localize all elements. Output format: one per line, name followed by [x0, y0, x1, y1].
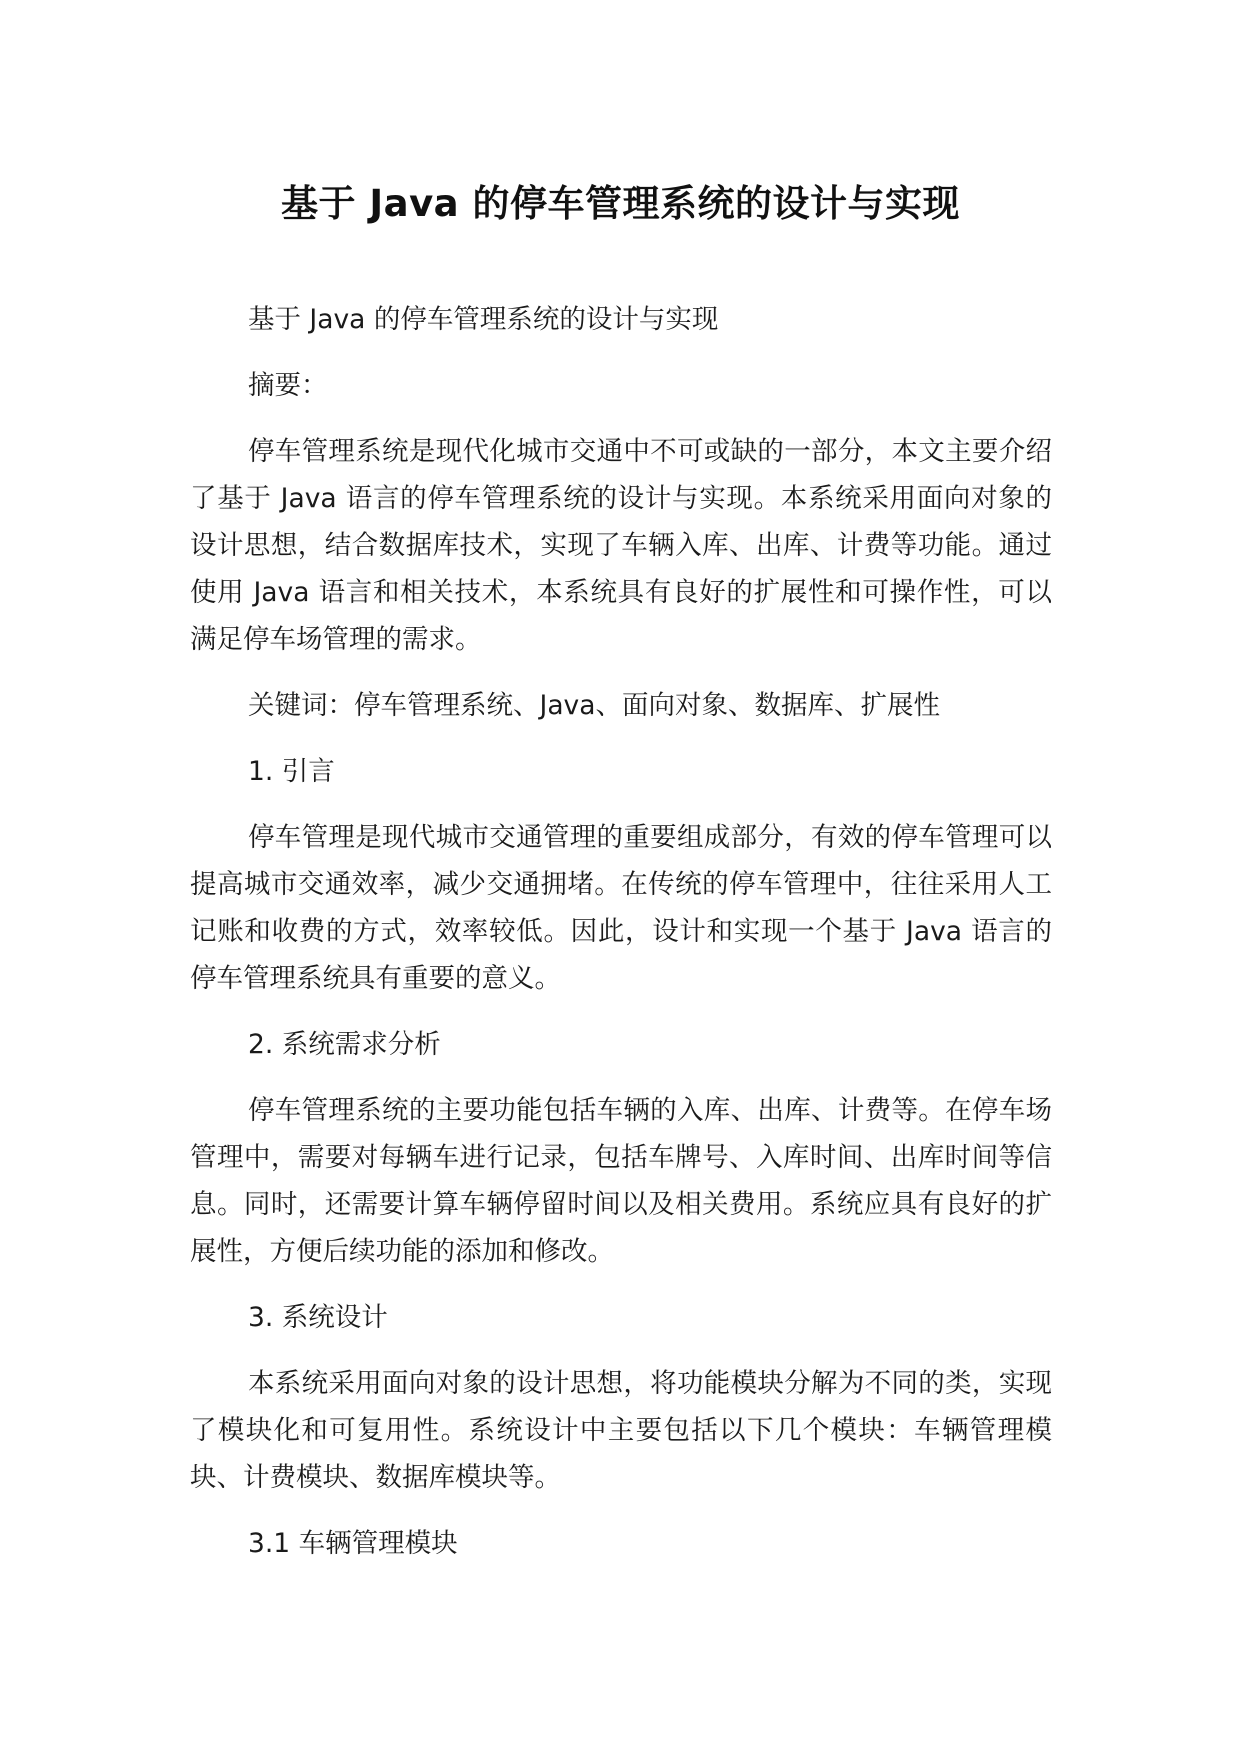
keywords-line: 关键词：停车管理系统、Java、面向对象、数据库、扩展性 [248, 690, 940, 721]
document-body [190, 296, 1052, 1586]
design-paragraph: 本系统采用面向对象的设计思想，将功能模块分解为不同的类，实现了模块化和可复用性。系统设计中主要包括以下几个模块：车辆管理模块、计费模块、数据库模块等。 [190, 1368, 1052, 1493]
subsection-heading-vehicle-module: 3.1 车辆管理模块 [248, 1528, 458, 1559]
abstract-paragraph: 停车管理系统是现代化城市交通中不可或缺的一部分，本文主要介绍了基于 Java 语言的停车管理系统的设计与实现。本系统采用面向对象的设计思想，结合数据库技术，实现了车辆入库、出库、计费等功能。通过使用 Java 语言和相关技术，本系统具有良好的扩展性和可操作性，可以满足停车场管理的需求。 [190, 436, 1052, 655]
requirements-paragraph: 停车管理系统的主要功能包括车辆的入库、出库、计费等。在停车场管理中，需要对每辆车进行记录，包括车牌号、入库时间、出库时间等信息。同时，还需要计算车辆停留时间以及相关费用。系统应具有良好的扩展性，方便后续功能的添加和修改。 [190, 1095, 1052, 1267]
section-heading-design: 3. 系统设计 [248, 1302, 388, 1333]
document-title: 基于 Java 的停车管理系统的设计与实现 [280, 182, 961, 225]
section-heading-requirements: 2. 系统需求分析 [248, 1029, 441, 1060]
introduction-paragraph: 停车管理是现代城市交通管理的重要组成部分，有效的停车管理可以提高城市交通效率，减少交通拥堵。在传统的停车管理中，往往采用人工记账和收费的方式，效率较低。因此，设计和实现一个基于 Java 语言的停车管理系统具有重要的意义。 [190, 822, 1052, 994]
section-heading-introduction: 1. 引言 [248, 756, 335, 787]
abstract-label: 摘要： [248, 370, 328, 401]
body-heading-repeat: 基于 Java 的停车管理系统的设计与实现 [248, 304, 719, 335]
